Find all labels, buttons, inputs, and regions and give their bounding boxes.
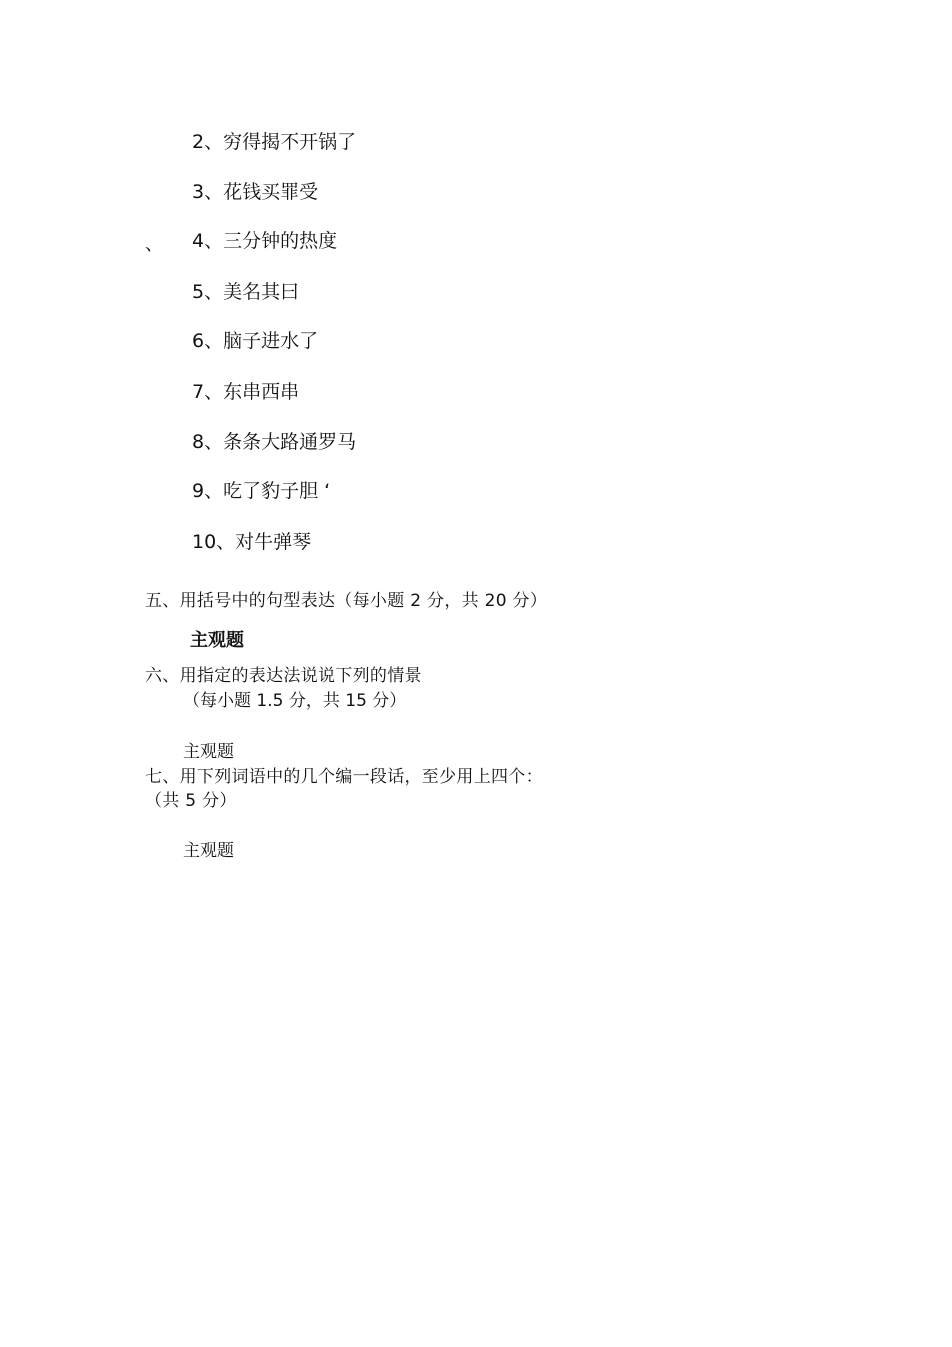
section-6-title: 六、用指定的表达法说说下列的情景 — [145, 666, 422, 686]
list-item: 2、穷得揭不开锅了 — [192, 131, 357, 153]
list-item: 9、吃了豹子胆 ‘ — [192, 480, 331, 502]
section-5-label: 主观题 — [190, 630, 244, 651]
section-7-label: 主观题 — [183, 841, 234, 861]
stray-punctuation: 、 — [145, 234, 163, 255]
list-item: 5、美名其曰 — [192, 281, 300, 303]
section-6-label: 主观题 — [183, 742, 234, 762]
list-item: 6、脑子进水了 — [192, 330, 319, 352]
section-6-score: （每小题 1.5 分，共 15 分） — [183, 691, 407, 711]
section-7-title: 七、用下列词语中的几个编一段话，至少用上四个： — [145, 767, 543, 787]
list-item: 10、对牛弹琴 — [192, 531, 312, 553]
list-item: 8、条条大路通罗马 — [192, 431, 357, 453]
section-7-score: （共 5 分） — [145, 791, 237, 811]
list-item: 7、东串西串 — [192, 381, 300, 403]
list-item: 3、花钱买罪受 — [192, 181, 319, 203]
section-5-title: 五、用括号中的句型表达（每小题 2 分，共 20 分） — [145, 591, 548, 611]
list-item: 4、三分钟的热度 — [192, 230, 338, 252]
